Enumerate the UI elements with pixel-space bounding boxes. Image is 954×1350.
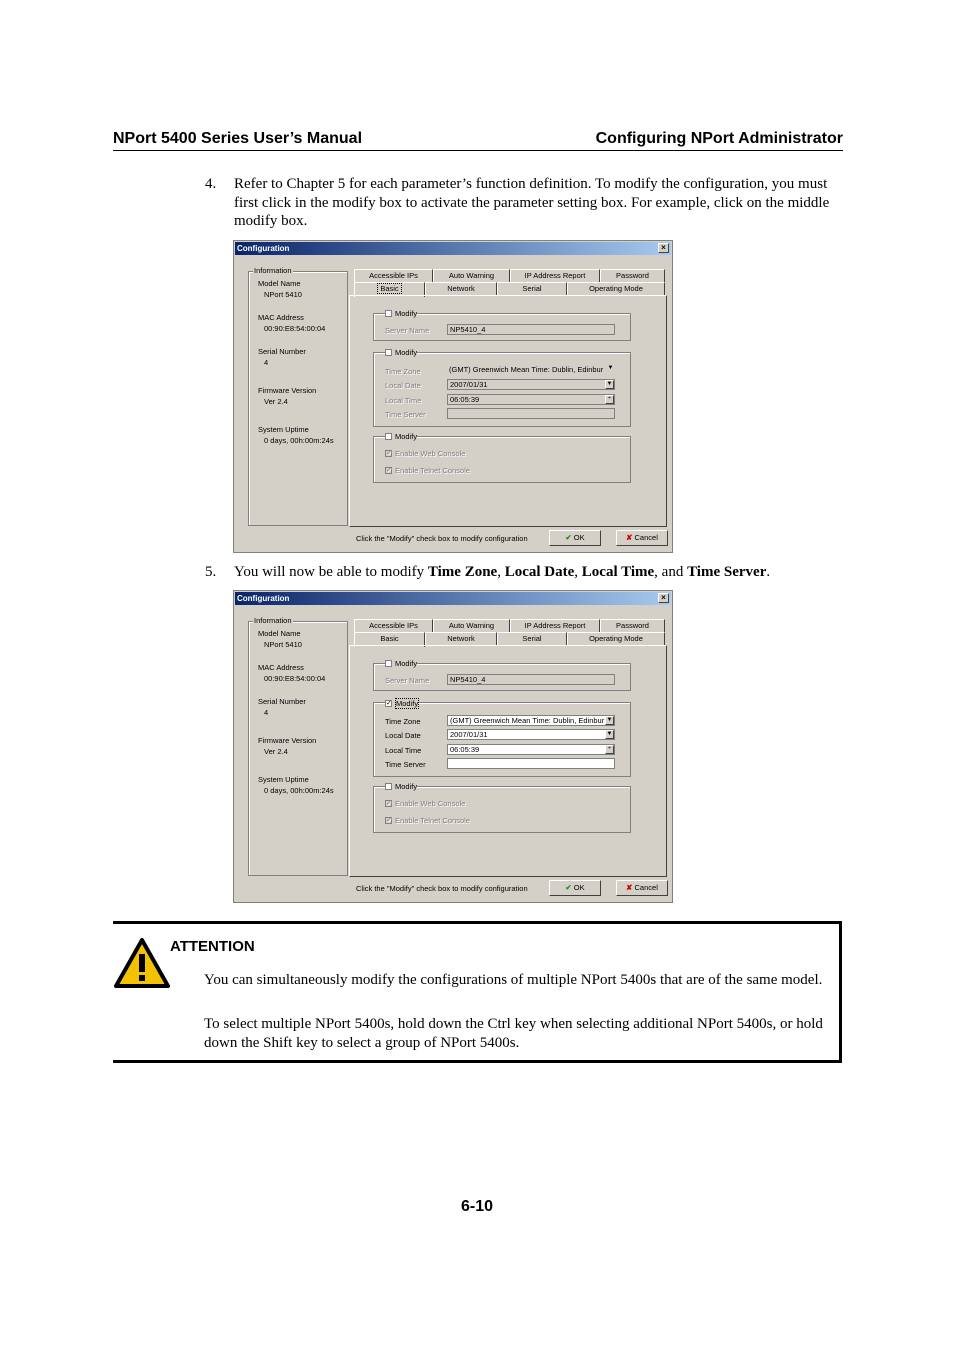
time-server-label: Time Server	[385, 760, 426, 769]
close-icon[interactable]: ×	[658, 593, 669, 603]
footer-hint: Click the "Modify" check box to modify configuration	[356, 884, 528, 893]
server-name-input[interactable]: NP5410_4	[447, 674, 615, 685]
tab-ip-address-report[interactable]: IP Address Report	[510, 269, 600, 282]
checkmark-icon: ✓	[386, 800, 392, 807]
warning-icon	[113, 937, 171, 989]
local-time-label: Local Time	[385, 746, 422, 755]
info-label: System Uptime	[258, 775, 309, 784]
step-5	[205, 563, 840, 583]
modify-console-checkbox[interactable]: Modify	[385, 432, 417, 441]
local-time-label: Local Time	[385, 396, 422, 405]
dialog-title-bar	[235, 592, 671, 605]
modify-server-checkbox[interactable]: Modify	[385, 309, 417, 318]
information-group	[248, 616, 348, 876]
tab-network[interactable]: Network	[425, 632, 497, 645]
time-zone-select[interactable]: (GMT) Greenwich Mean Time: Dublin, Edinbur ▼	[447, 715, 615, 726]
info-label: Serial Number	[258, 347, 306, 356]
console-group	[373, 432, 631, 483]
information-group	[248, 266, 348, 526]
step-text: Refer to Chapter 5 for each parameter’s function definition. To modify the configuration, you must first click in the modify box to activate the parameter setting box. For example, click on the middle modify box.	[234, 176, 830, 229]
server-name-label: Server Name	[385, 326, 430, 335]
info-label: Model Name	[258, 629, 301, 638]
checkbox-icon	[385, 433, 392, 440]
time-server-input[interactable]	[447, 408, 615, 419]
console-group	[373, 782, 631, 833]
tab-auto-warning[interactable]: Auto Warning	[433, 269, 510, 282]
dialog-title: Configuration	[237, 244, 290, 253]
checkmark-icon: ✓	[386, 817, 392, 824]
cancel-button[interactable]: ✘ Cancel	[616, 880, 668, 896]
enable-web-console-checkbox[interactable]: ✓ Enable Web Console	[386, 449, 466, 458]
close-icon[interactable]: ×	[658, 243, 669, 253]
page-header	[113, 130, 843, 151]
checkmark-icon: ✔	[565, 533, 572, 542]
modify-time-checkbox[interactable]: ✓ Modify	[386, 699, 419, 708]
info-label: MAC Address	[258, 663, 304, 672]
info-label: Firmware Version	[258, 736, 317, 745]
attention-box	[113, 921, 842, 1063]
enable-telnet-console-checkbox[interactable]: ✓ Enable Telnet Console	[386, 816, 470, 825]
tab-serial[interactable]: Serial	[497, 632, 567, 645]
local-date-input[interactable]: 2007/01/31 ▼	[447, 379, 615, 390]
tab-auto-warning[interactable]: Auto Warning	[433, 619, 510, 632]
info-label: Serial Number	[258, 697, 306, 706]
info-value: 00:90:E8:54:00:04	[264, 674, 326, 683]
local-date-label: Local Date	[385, 731, 421, 740]
tab-basic[interactable]: Basic	[354, 632, 425, 647]
time-group	[373, 699, 631, 777]
local-date-input[interactable]: 2007/01/31 ▼	[447, 729, 615, 740]
ok-button[interactable]: ✔ OK	[549, 530, 601, 546]
tab-strip	[354, 619, 666, 647]
time-server-label: Time Server	[385, 410, 426, 419]
time-zone-label: Time Zone	[385, 717, 421, 726]
time-zone-select[interactable]: (GMT) Greenwich Mean Time: Dublin, Edinbur ▼	[449, 365, 614, 374]
header-chapter-title: Configuring NPort Administrator	[595, 130, 843, 147]
enable-web-console-checkbox[interactable]: ✓ Enable Web Console	[386, 799, 466, 808]
modify-time-checkbox[interactable]: Modify	[385, 348, 417, 357]
step-4	[205, 175, 840, 235]
checkbox-icon	[385, 660, 392, 667]
enable-telnet-console-checkbox[interactable]: ✓ Enable Telnet Console	[386, 466, 470, 475]
tab-accessible-ips[interactable]: Accessible IPs	[354, 619, 433, 632]
info-value: Ver 2.4	[264, 747, 288, 756]
tab-password[interactable]: Password	[600, 269, 665, 282]
dialog-title: Configuration	[237, 594, 290, 603]
tab-basic-label: Basic	[377, 283, 401, 294]
local-date-label: Local Date	[385, 381, 421, 390]
info-value: 00:90:E8:54:00:04	[264, 324, 326, 333]
server-name-input[interactable]: NP5410_4	[447, 324, 615, 335]
configuration-dialog-2	[233, 590, 673, 903]
spinner-icon[interactable]: ÷	[605, 745, 614, 754]
info-label: System Uptime	[258, 425, 309, 434]
checkmark-icon: ✓	[386, 467, 392, 474]
dropdown-arrow-icon[interactable]: ▼	[606, 381, 613, 387]
info-value: NPort 5410	[264, 290, 302, 299]
footer-hint: Click the "Modify" check box to modify configuration	[356, 534, 528, 543]
attention-title: ATTENTION	[170, 938, 255, 955]
server-name-label: Server Name	[385, 676, 430, 685]
cancel-x-icon: ✘	[626, 883, 633, 892]
info-value: 4	[264, 708, 269, 717]
cancel-x-icon: ✘	[626, 533, 633, 542]
time-group	[373, 348, 631, 427]
header-manual-title: NPort 5400 Series User’s Manual	[113, 130, 363, 147]
checkbox-icon	[385, 310, 392, 317]
information-title: Information	[254, 616, 292, 625]
info-value: 0 days, 00h:00m:24s	[264, 786, 334, 795]
checkmark-icon: ✓	[386, 700, 392, 707]
info-value: NPort 5410	[264, 640, 302, 649]
info-label: Firmware Version	[258, 386, 317, 395]
dialog-title-bar	[235, 242, 671, 255]
local-time-input[interactable]: 06:05:39 ÷	[447, 744, 615, 755]
info-value: Ver 2.4	[264, 397, 288, 406]
checkbox-icon	[385, 349, 392, 356]
info-value: 0 days, 00h:00m:24s	[264, 436, 334, 445]
local-time-input[interactable]: 06:05:39 ÷	[447, 394, 615, 405]
step-number: 4.	[205, 176, 217, 192]
dropdown-arrow-icon[interactable]: ▼	[606, 717, 613, 723]
basic-panel	[349, 645, 667, 877]
tab-serial[interactable]: Serial	[497, 282, 567, 295]
spinner-icon[interactable]: ÷	[605, 395, 614, 404]
info-label: MAC Address	[258, 313, 304, 322]
step-number: 5.	[205, 564, 217, 580]
info-value: 4	[264, 358, 269, 367]
page-number: 6-10	[460, 1198, 494, 1215]
dropdown-arrow-icon: ▼	[607, 365, 614, 371]
ok-button[interactable]: ✔ OK	[549, 880, 601, 896]
dropdown-arrow-icon[interactable]: ▼	[606, 731, 613, 737]
tab-operating-mode[interactable]: Operating Mode	[567, 282, 665, 295]
information-title: Information	[254, 266, 292, 275]
checkmark-icon: ✔	[565, 883, 572, 892]
server-group	[373, 309, 631, 341]
configuration-dialog-1	[233, 240, 673, 553]
info-label: Model Name	[258, 279, 301, 288]
time-server-input[interactable]	[447, 758, 615, 769]
checkmark-icon: ✓	[386, 450, 392, 457]
attention-paragraph-1: You can simultaneously modify the configurations of multiple NPort 5400s that are of the same model.	[204, 972, 823, 988]
tab-operating-mode[interactable]: Operating Mode	[567, 632, 665, 645]
time-zone-label: Time Zone	[385, 367, 421, 376]
step-text: You will now be able to modify Time Zone, Local Date, Local Time, and Time Server.	[234, 564, 771, 580]
server-group	[373, 659, 631, 691]
modify-console-checkbox[interactable]: Modify	[385, 782, 417, 791]
basic-panel	[349, 295, 667, 527]
modify-server-checkbox[interactable]: Modify	[385, 659, 417, 668]
tab-accessible-ips[interactable]: Accessible IPs	[354, 269, 433, 282]
checkbox-icon	[385, 783, 392, 790]
cancel-button[interactable]: ✘ Cancel	[616, 530, 668, 546]
tab-network[interactable]: Network	[425, 282, 497, 295]
tab-strip	[354, 269, 666, 297]
tab-ip-address-report[interactable]: IP Address Report	[510, 619, 600, 632]
attention-paragraph-2: To select multiple NPort 5400s, hold down the Ctrl key when selecting additional NPort 5400s, or hold down the Shift key to select a group of NPort 5400s.	[204, 1016, 823, 1051]
tab-password[interactable]: Password	[600, 619, 665, 632]
